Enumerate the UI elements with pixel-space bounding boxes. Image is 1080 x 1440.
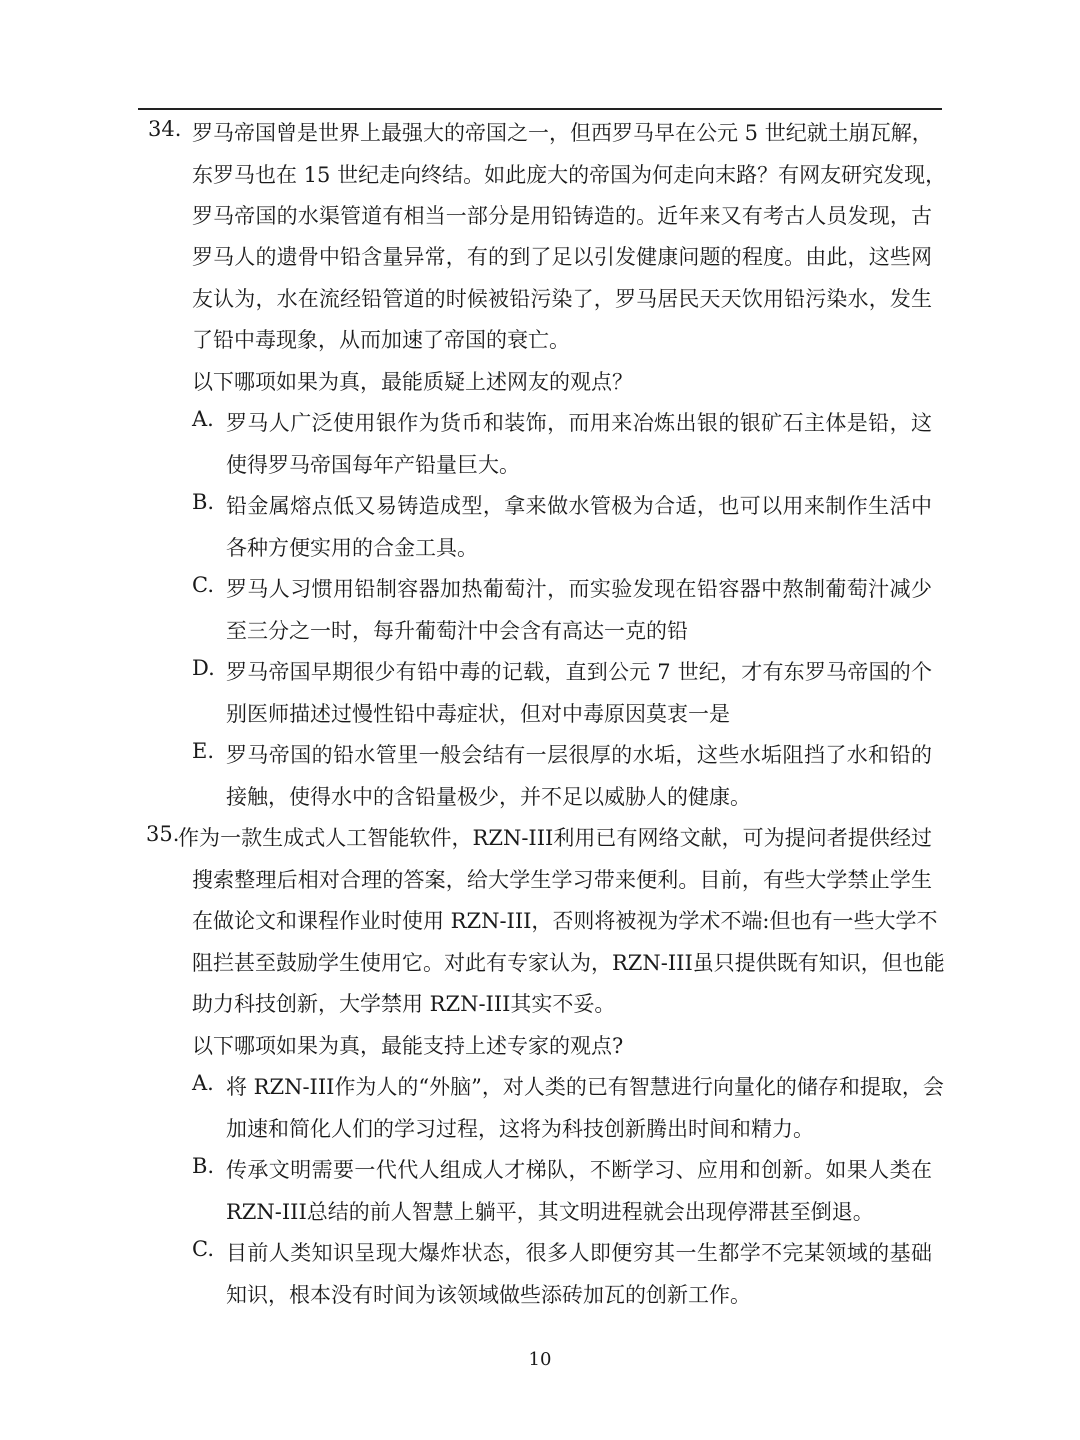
option-text: 别医师描述过慢性铅中毒症状，但对中毒原因莫衷一是 [226, 702, 730, 726]
top-rule [138, 108, 942, 110]
option-text: 罗马人广泛使用银作为货币和装饰，而用来冶炼出银的银矿石主体是铅，这 [226, 411, 932, 435]
option-letter: E. [192, 739, 215, 763]
question-number: 34. [148, 117, 182, 141]
question-prompt: 以下哪项如果为真，最能支持上述专家的观点? [192, 1034, 624, 1058]
stem-line: 阻拦甚至鼓励学生使用它。对此有专家认为，RZN-III虽只提供既有知识，但也能 [192, 951, 945, 975]
option-text: 罗马帝国早期很少有铅中毒的记载，直到公元 7 世纪，才有东罗马帝国的个 [226, 660, 932, 684]
stem-line: 助力科技创新，大学禁用 RZN-III其实不妥。 [192, 992, 616, 1016]
option-letter: B. [192, 490, 215, 514]
stem-line: 作为一款生成式人工智能软件，RZN-III利用已有网络文献，可为提问者提供经过 [178, 826, 932, 850]
option-letter: A. [192, 407, 214, 431]
option-letter: C. [192, 573, 214, 597]
stem-line: 在做论文和课程作业时使用 RZN-III，否则将被视为学术不端:但也有一些大学不 [192, 909, 938, 933]
option-text: 目前人类知识呈现大爆炸状态，很多人即便穷其一生都学不完某领域的基础 [226, 1241, 932, 1265]
page-number: 10 [528, 1349, 552, 1370]
option-letter: C. [192, 1237, 214, 1261]
option-text: 知识，根本没有时间为该领域做些添砖加瓦的创新工作。 [226, 1283, 751, 1307]
option-text: 加速和简化人们的学习过程，这将为科技创新腾出时间和精力。 [226, 1117, 814, 1141]
stem-line: 东罗马也在 15 世纪走向终结。如此庞大的帝国为何走向末路？有网友研究发现， [192, 163, 947, 187]
option-text: 罗马人习惯用铅制容器加热葡萄汁，而实验发现在铅容器中熬制葡萄汁减少 [226, 577, 932, 601]
option-text: 罗马帝国的铅水管里一般会结有一层很厚的水垢，这些水垢阻挡了水和铅的 [226, 743, 932, 767]
option-text: 使得罗马帝国每年产铅量巨大。 [226, 453, 520, 477]
stem-line: 了铅中毒现象，从而加速了帝国的衰亡。 [192, 328, 570, 352]
option-text: 铅金属熔点低又易铸造成型，拿来做水管极为合适，也可以用来制作生活中 [226, 494, 932, 518]
option-letter: B. [192, 1154, 215, 1178]
stem-line: 罗马帝国的水渠管道有相当一部分是用铅铸造的。近年来又有考古人员发现，古 [192, 204, 932, 228]
option-text: RZN-III总结的前人智慧上躺平，其文明进程就会出现停滞甚至倒退。 [226, 1200, 874, 1224]
option-text: 将 RZN-III作为人的“外脑”，对人类的已有智慧进行向量化的储存和提取，会 [226, 1075, 944, 1099]
option-text: 各种方便实用的合金工具。 [226, 536, 478, 560]
question-number: 35. [146, 822, 180, 846]
option-text: 至三分之一时，每升葡萄汁中会含有高达一克的铅 [226, 619, 688, 643]
option-text: 传承文明需要一代代人组成人才梯队，不断学习、应用和创新。如果人类在 [226, 1158, 932, 1182]
option-text: 接触，使得水中的含铅量极少，并不足以威胁人的健康。 [226, 785, 751, 809]
stem-line: 罗马人的遗骨中铅含量异常，有的到了足以引发健康问题的程度。由此，这些网 [192, 245, 932, 269]
question-prompt: 以下哪项如果为真，最能质疑上述网友的观点？ [192, 370, 633, 394]
stem-line: 搜索整理后相对合理的答案，给大学生学习带来便利。目前，有些大学禁止学生 [192, 868, 932, 892]
option-letter: A. [192, 1071, 214, 1095]
stem-line: 友认为，水在流经铅管道的时候被铅污染了，罗马居民天天饮用铅污染水，发生 [192, 287, 932, 311]
option-letter: D. [192, 656, 215, 680]
stem-line: 罗马帝国曾是世界上最强大的帝国之一，但西罗马早在公元 5 世纪就土崩瓦解， [192, 121, 933, 145]
